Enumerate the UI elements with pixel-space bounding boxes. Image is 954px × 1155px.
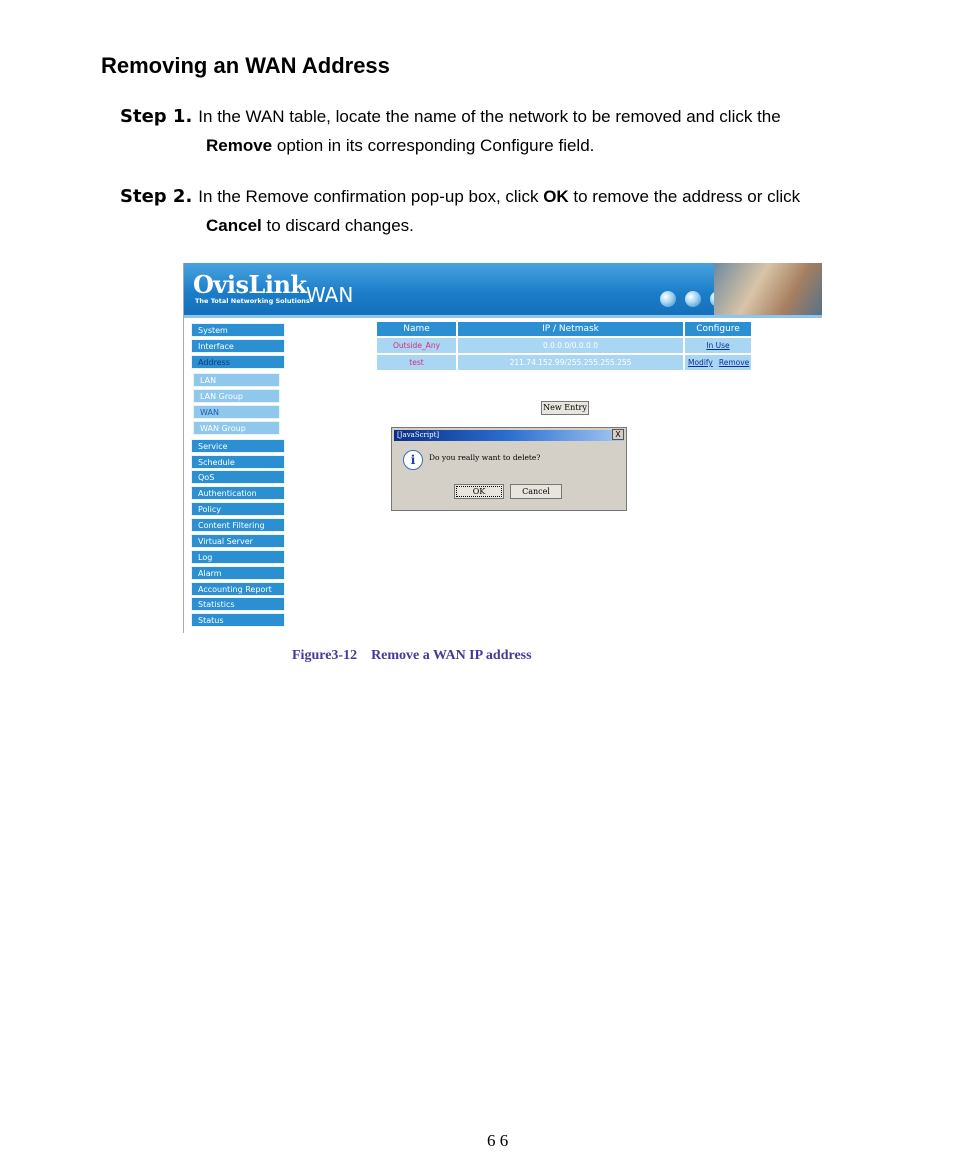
- nav-status[interactable]: Status: [191, 613, 285, 627]
- header-banner: [184, 263, 822, 315]
- row-1-ip: 0.0.0.0/0.0.0.0: [458, 338, 683, 353]
- step-2-text: In the Remove confirmation pop-up box, click: [198, 187, 544, 206]
- row-1-configure: [685, 338, 751, 353]
- section-heading: Removing an WAN Address: [101, 53, 390, 78]
- modify-link[interactable]: Modify: [688, 358, 713, 367]
- nav-service[interactable]: Service: [191, 439, 285, 453]
- step-2-text-cont: to discard changes.: [261, 216, 414, 235]
- globe-icon: [660, 291, 676, 307]
- header-photo: [714, 263, 822, 315]
- nav-statistics[interactable]: Statistics: [191, 597, 285, 611]
- remove-link[interactable]: Remove: [718, 358, 750, 367]
- nav-schedule[interactable]: Schedule: [191, 455, 285, 469]
- nav-policy[interactable]: Policy: [191, 502, 285, 516]
- row-2-ip: 211.74.152.99/255.255.255.255: [458, 355, 683, 370]
- figure-caption: Figure3-12 Remove a WAN IP address: [292, 648, 532, 663]
- in-use-link[interactable]: In Use: [706, 341, 730, 350]
- logo-tagline: The Total Networking Solutions: [195, 297, 310, 305]
- nav-authentication[interactable]: Authentication: [191, 486, 285, 500]
- nav-lan-group[interactable]: LAN Group: [193, 389, 280, 403]
- step-1: [120, 102, 781, 160]
- step-1-label: Step 1.: [120, 106, 193, 127]
- step-2-text-mid: to remove the address or click: [568, 187, 801, 206]
- nav-content-filtering[interactable]: Content Filtering: [191, 518, 285, 532]
- nav-lan[interactable]: LAN: [193, 373, 280, 387]
- banner-divider: [184, 315, 822, 318]
- nav-wan-group[interactable]: WAN Group: [193, 421, 280, 435]
- step-1-text-cont: option in its corresponding Configure field.: [272, 136, 595, 155]
- ok-button[interactable]: OK: [454, 484, 504, 499]
- nav-qos[interactable]: QoS: [191, 470, 285, 484]
- nav-virtual-server[interactable]: Virtual Server: [191, 534, 285, 548]
- page-title: WAN: [306, 283, 354, 307]
- nav-interface[interactable]: Interface: [191, 339, 285, 353]
- nav-accounting-report[interactable]: Accounting Report: [191, 582, 285, 596]
- step-1-text: In the WAN table, locate the name of the network to be removed and click the: [198, 107, 781, 126]
- globe-icon: [685, 291, 701, 307]
- step-2: [120, 182, 800, 240]
- row-2-configure: [685, 355, 751, 370]
- ovislink-logo: OvisLink: [193, 270, 307, 299]
- step-1-remove-term: Remove: [206, 136, 273, 155]
- nav-log[interactable]: Log: [191, 550, 285, 564]
- step-2-label: Step 2.: [120, 186, 193, 207]
- close-icon[interactable]: X: [612, 429, 624, 440]
- dialog-title: [JavaScript]: [394, 430, 624, 441]
- nav-system[interactable]: System: [191, 323, 285, 337]
- nav-alarm[interactable]: Alarm: [191, 566, 285, 580]
- col-header-name: Name: [377, 322, 456, 336]
- info-icon: i: [403, 450, 423, 470]
- step-2-cancel-term: Cancel: [206, 216, 262, 235]
- step-2-ok-term: OK: [543, 187, 569, 206]
- row-1-name: Outside_Any: [377, 338, 456, 353]
- nav-wan[interactable]: WAN: [193, 405, 280, 419]
- page-number: 6 6: [487, 1131, 509, 1150]
- col-header-ip: IP / Netmask: [458, 322, 683, 336]
- row-2-name: test: [377, 355, 456, 370]
- nav-address[interactable]: Address: [191, 355, 285, 369]
- col-header-configure: Configure: [685, 322, 751, 336]
- router-screenshot: [183, 263, 822, 633]
- dialog-message: Do you really want to delete?: [429, 453, 541, 462]
- new-entry-button[interactable]: New Entry: [541, 401, 589, 415]
- confirm-dialog: [391, 427, 627, 511]
- cancel-button[interactable]: Cancel: [510, 484, 562, 499]
